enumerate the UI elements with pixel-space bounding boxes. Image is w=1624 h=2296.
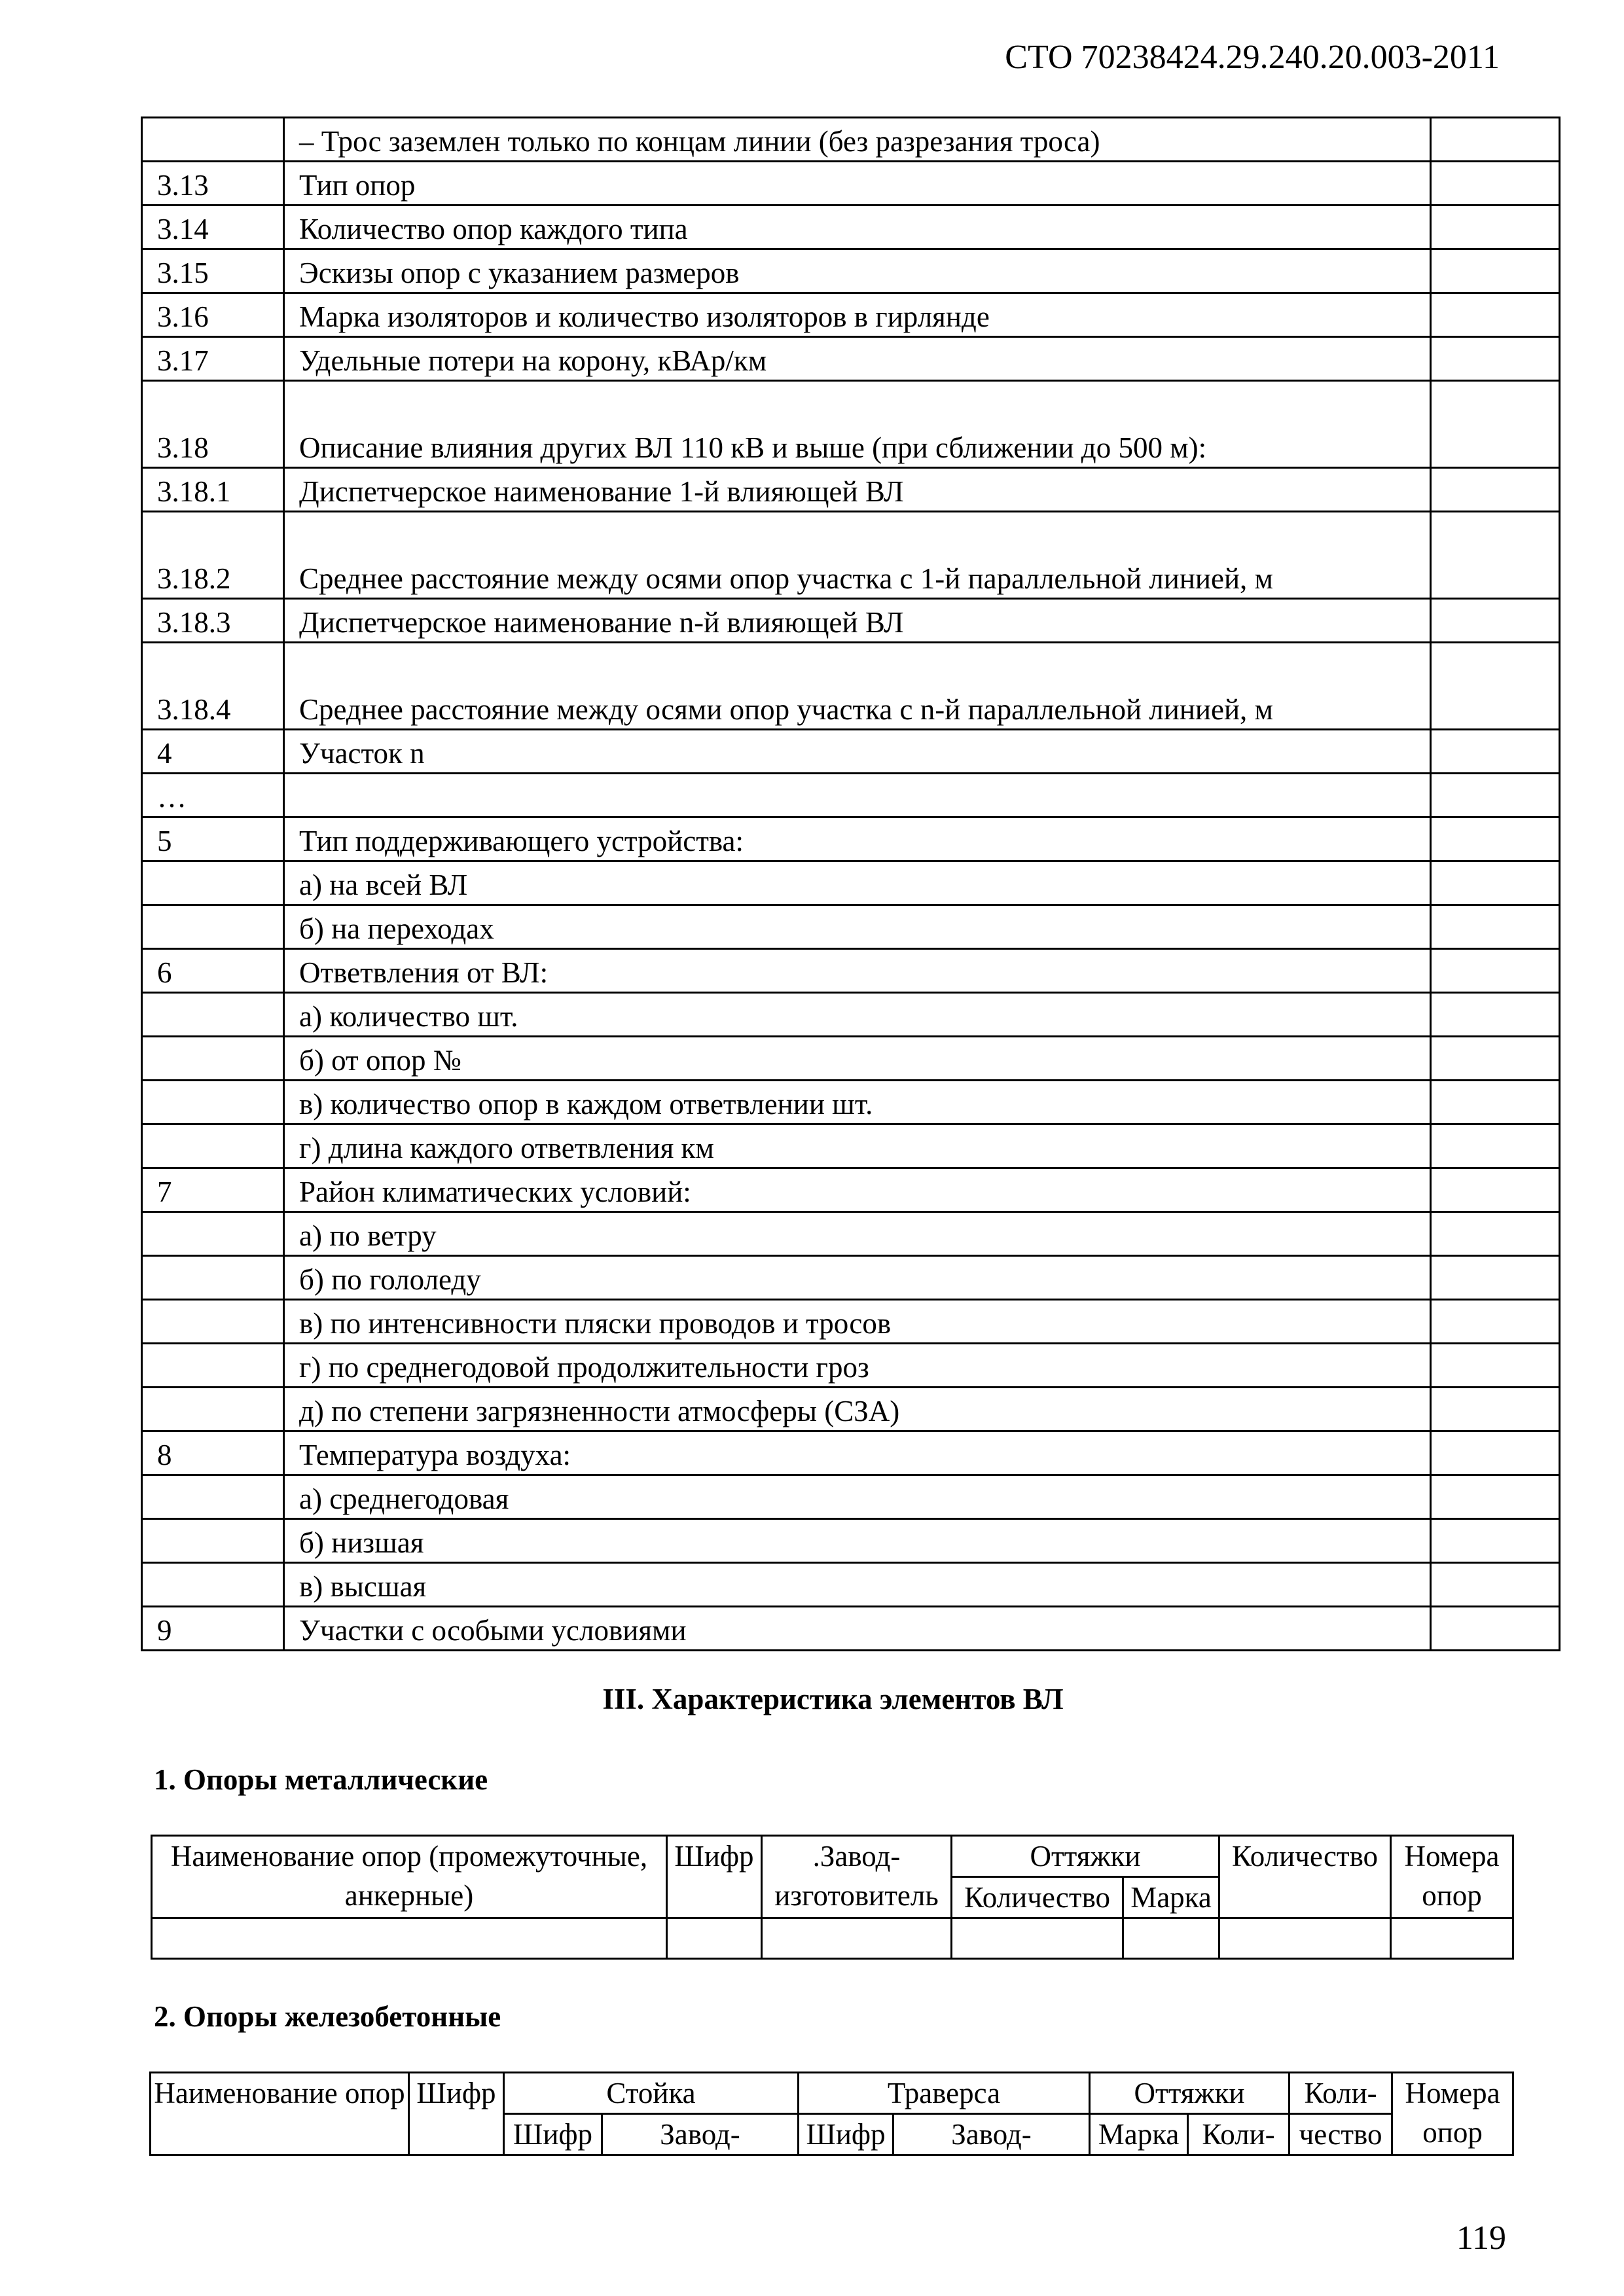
row-number: 4 xyxy=(142,730,284,774)
metal-supports-title: 1. Опоры металлические xyxy=(154,1763,488,1796)
row-description: Участки с особыми условиями xyxy=(284,1607,1431,1651)
parameters-table-body xyxy=(142,118,1560,1651)
concrete-post-cipher-header: Шифр xyxy=(504,2114,602,2155)
table-row xyxy=(142,1431,1560,1475)
row-number xyxy=(142,1388,284,1431)
table-row xyxy=(142,1344,1560,1388)
table-row xyxy=(142,905,1560,949)
table-row xyxy=(142,249,1560,293)
row-number: 9 xyxy=(142,1607,284,1651)
row-value-cell[interactable] xyxy=(1431,774,1560,817)
row-value-cell[interactable] xyxy=(1431,1037,1560,1081)
row-number xyxy=(142,1519,284,1563)
row-number: 3.16 xyxy=(142,293,284,337)
row-description: – Трос заземлен только по концам линии (без разрезания троса) xyxy=(284,118,1431,162)
table-row xyxy=(142,1081,1560,1124)
parameters-table xyxy=(141,117,1561,1651)
row-number xyxy=(142,905,284,949)
row-description: Количество опор каждого типа xyxy=(284,206,1431,249)
table-row xyxy=(142,293,1560,337)
row-description: б) низшая xyxy=(284,1519,1431,1563)
row-value-cell[interactable] xyxy=(1431,337,1560,381)
concrete-post-header: Стойка xyxy=(504,2073,799,2114)
table-row xyxy=(142,861,1560,905)
table-row xyxy=(142,1563,1560,1607)
concrete-crossarm-manufacturer-header: Завод- xyxy=(893,2114,1090,2155)
row-value-cell[interactable] xyxy=(1431,1081,1560,1124)
metal-supports-table xyxy=(151,1835,1514,1960)
table-row xyxy=(142,1037,1560,1081)
table-row xyxy=(142,730,1560,774)
table-row xyxy=(142,512,1560,599)
row-number: 3.13 xyxy=(142,162,284,206)
row-description: Марка изоляторов и количество изоляторов в гирлянде xyxy=(284,293,1431,337)
concrete-supports-title: 2. Опоры железобетонные xyxy=(154,2000,501,2033)
row-number: 5 xyxy=(142,817,284,861)
row-number xyxy=(142,1037,284,1081)
row-value-cell[interactable] xyxy=(1431,1563,1560,1607)
row-value-cell[interactable] xyxy=(1431,1607,1560,1651)
row-value-cell[interactable] xyxy=(1431,249,1560,293)
row-description: Район климатических условий: xyxy=(284,1168,1431,1212)
row-description: Среднее расстояние между осями опор участка с 1-й параллельной линией, м xyxy=(284,512,1431,599)
metal-cell[interactable] xyxy=(667,1918,762,1959)
row-value-cell[interactable] xyxy=(1431,381,1560,468)
table-row xyxy=(142,162,1560,206)
row-number xyxy=(142,993,284,1037)
row-value-cell[interactable] xyxy=(1431,993,1560,1037)
row-description: в) высшая xyxy=(284,1563,1431,1607)
row-description: Ответвления от ВЛ: xyxy=(284,949,1431,993)
table-row xyxy=(142,118,1560,162)
concrete-guys-brand-header: Марка xyxy=(1090,2114,1188,2155)
page-number: 119 xyxy=(1456,2219,1506,2257)
document-code: СТО 70238424.29.240.20.003-2011 xyxy=(1005,39,1500,76)
row-number: 6 xyxy=(142,949,284,993)
row-description: Среднее расстояние между осями опор участка с n-й параллельной линией, м xyxy=(284,643,1431,730)
row-description: б) по гололеду xyxy=(284,1256,1431,1300)
concrete-quantity-header-bottom: чество xyxy=(1290,2114,1392,2155)
row-value-cell[interactable] xyxy=(1431,293,1560,337)
metal-cell[interactable] xyxy=(152,1918,667,1959)
table-row xyxy=(142,1168,1560,1212)
metal-guys-brand-header: Марка xyxy=(1123,1877,1219,1918)
table-row xyxy=(142,1256,1560,1300)
concrete-name-header: Наименование опор xyxy=(151,2073,409,2155)
row-value-cell[interactable] xyxy=(1431,1168,1560,1212)
row-description xyxy=(284,774,1431,817)
row-number: 3.18.1 xyxy=(142,468,284,512)
table-row xyxy=(142,1124,1560,1168)
concrete-guys-header: Оттяжки xyxy=(1090,2073,1290,2114)
table-row xyxy=(142,643,1560,730)
row-description: г) длина каждого ответвления км xyxy=(284,1124,1431,1168)
row-description: Температура воздуха: xyxy=(284,1431,1431,1475)
row-number xyxy=(142,1256,284,1300)
row-description: в) по интенсивности пляски проводов и тросов xyxy=(284,1300,1431,1344)
metal-quantity-header: Количество xyxy=(1219,1836,1391,1918)
row-number xyxy=(142,1300,284,1344)
row-value-cell[interactable] xyxy=(1431,1124,1560,1168)
table-row xyxy=(142,774,1560,817)
row-description: а) на всей ВЛ xyxy=(284,861,1431,905)
row-value-cell[interactable] xyxy=(1431,730,1560,774)
concrete-crossarm-header: Траверса xyxy=(799,2073,1090,2114)
row-description: Удельные потери на корону, кВАр/км xyxy=(284,337,1431,381)
row-value-cell[interactable] xyxy=(1431,1300,1560,1344)
row-number: 3.14 xyxy=(142,206,284,249)
row-value-cell[interactable] xyxy=(1431,861,1560,905)
row-value-cell[interactable] xyxy=(1431,206,1560,249)
row-description: в) количество опор в каждом ответвлении шт. xyxy=(284,1081,1431,1124)
row-value-cell[interactable] xyxy=(1431,1344,1560,1388)
row-description: б) на переходах xyxy=(284,905,1431,949)
concrete-supports-table xyxy=(149,2072,1514,2156)
table-row xyxy=(142,1300,1560,1344)
table-row xyxy=(142,949,1560,993)
row-number xyxy=(142,1124,284,1168)
row-description: Описание влияния других ВЛ 110 кВ и выше (при сближении до 500 м): xyxy=(284,381,1431,468)
row-number xyxy=(142,1475,284,1519)
metal-cell[interactable] xyxy=(1123,1918,1219,1959)
table-row xyxy=(142,817,1560,861)
concrete-post-manufacturer-header: Завод- xyxy=(602,2114,799,2155)
row-value-cell[interactable] xyxy=(1431,162,1560,206)
table-row xyxy=(142,1475,1560,1519)
table-row xyxy=(142,1519,1560,1563)
row-description: Тип поддерживающего устройства: xyxy=(284,817,1431,861)
concrete-quantity-header-top: Коли- xyxy=(1290,2073,1392,2114)
table-row xyxy=(142,206,1560,249)
metal-guys-qty-header: Количество xyxy=(952,1877,1123,1918)
row-value-cell[interactable] xyxy=(1431,468,1560,512)
row-description: Эскизы опор с указанием размеров xyxy=(284,249,1431,293)
metal-cell[interactable] xyxy=(1219,1918,1391,1959)
table-row xyxy=(142,381,1560,468)
row-description: г) по среднегодовой продолжительности гроз xyxy=(284,1344,1431,1388)
metal-numbers-header: Номера опор xyxy=(1391,1836,1513,1918)
concrete-cipher-header: Шифр xyxy=(409,2073,504,2155)
row-value-cell[interactable] xyxy=(1431,512,1560,599)
concrete-numbers-header: Номера опор xyxy=(1392,2073,1513,2155)
row-value-cell[interactable] xyxy=(1431,599,1560,643)
metal-cell[interactable] xyxy=(762,1918,952,1959)
row-description: Диспетчерское наименование 1-й влияющей ВЛ xyxy=(284,468,1431,512)
metal-cipher-header: Шифр xyxy=(667,1836,762,1918)
table-row xyxy=(142,1607,1560,1651)
row-value-cell[interactable] xyxy=(1431,1256,1560,1300)
row-number xyxy=(142,1344,284,1388)
section-title: III. Характеристика элементов ВЛ xyxy=(602,1683,1064,1715)
row-description: б) от опор № xyxy=(284,1037,1431,1081)
concrete-crossarm-cipher-header: Шифр xyxy=(799,2114,893,2155)
row-number xyxy=(142,118,284,162)
row-number: 3.18.3 xyxy=(142,599,284,643)
row-value-cell[interactable] xyxy=(1431,118,1560,162)
row-description: Диспетчерское наименование n-й влияющей ВЛ xyxy=(284,599,1431,643)
row-number xyxy=(142,1081,284,1124)
row-number: 3.17 xyxy=(142,337,284,381)
row-description: а) по ветру xyxy=(284,1212,1431,1256)
table-row xyxy=(142,337,1560,381)
row-number: 3.18.4 xyxy=(142,643,284,730)
row-number xyxy=(142,1212,284,1256)
row-value-cell[interactable] xyxy=(1431,817,1560,861)
row-description: д) по степени загрязненности атмосферы (СЗА) xyxy=(284,1388,1431,1431)
row-value-cell[interactable] xyxy=(1431,905,1560,949)
row-number: 3.18 xyxy=(142,381,284,468)
concrete-guys-qty-header: Коли- xyxy=(1188,2114,1290,2155)
row-value-cell[interactable] xyxy=(1431,1519,1560,1563)
row-value-cell[interactable] xyxy=(1431,1431,1560,1475)
row-number xyxy=(142,861,284,905)
table-row xyxy=(142,993,1560,1037)
row-number: 3.15 xyxy=(142,249,284,293)
row-number: 8 xyxy=(142,1431,284,1475)
row-value-cell[interactable] xyxy=(1431,1212,1560,1256)
row-value-cell[interactable] xyxy=(1431,949,1560,993)
row-description: Участок n xyxy=(284,730,1431,774)
table-row xyxy=(142,1388,1560,1431)
row-number xyxy=(142,1563,284,1607)
metal-manufacturer-header: .Завод-изготовитель xyxy=(762,1836,952,1918)
metal-cell[interactable] xyxy=(952,1918,1123,1959)
row-value-cell[interactable] xyxy=(1431,643,1560,730)
table-row xyxy=(142,1212,1560,1256)
metal-cell[interactable] xyxy=(1391,1918,1513,1959)
row-description: а) количество шт. xyxy=(284,993,1431,1037)
row-description: Тип опор xyxy=(284,162,1431,206)
metal-name-header: Наименование опор (промежуточные, анкерные) xyxy=(152,1836,667,1918)
table-row xyxy=(142,599,1560,643)
row-number: 7 xyxy=(142,1168,284,1212)
row-value-cell[interactable] xyxy=(1431,1388,1560,1431)
metal-guys-header: Оттяжки xyxy=(952,1836,1219,1877)
row-number: … xyxy=(142,774,284,817)
row-description: а) среднегодовая xyxy=(284,1475,1431,1519)
row-value-cell[interactable] xyxy=(1431,1475,1560,1519)
row-number: 3.18.2 xyxy=(142,512,284,599)
table-row xyxy=(142,468,1560,512)
